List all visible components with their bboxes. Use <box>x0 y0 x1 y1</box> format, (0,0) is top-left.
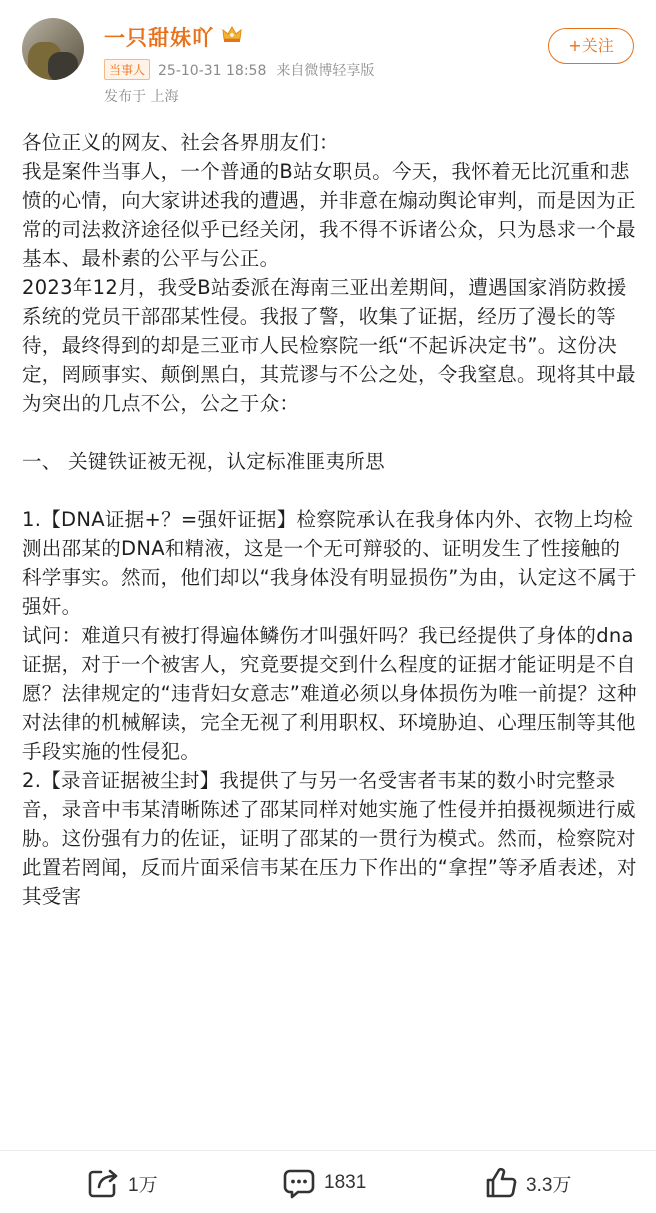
timestamp: 25-10-31 18:58 <box>158 63 267 79</box>
like-count: 3.3万 <box>526 1174 572 1196</box>
post-source: 来自微博轻享版 <box>276 63 375 79</box>
post-paragraph: 1.【DNA证据+？=强奸证据】检察院承认在我身体内外、衣物上均检测出邵某的DNA和精液，这是一个无可辩驳的、证明发生了性接触的科学事实。然而，他们却以“我身体没有明显损伤”为由，认定这不属于强奸。 <box>22 508 637 618</box>
like-button[interactable] <box>484 1165 571 1201</box>
username[interactable]: 一只甜妹吖 <box>104 26 214 50</box>
action-bar <box>0 1150 656 1213</box>
follow-button[interactable]: +关注 <box>548 28 634 64</box>
status-badge: 当事人 <box>104 59 150 80</box>
post-meta <box>104 59 374 80</box>
comment-count: 1831 <box>324 1172 367 1193</box>
post-paragraph: 一、 关键铁证被无视，认定标准匪夷所思 <box>22 450 385 473</box>
content-fade <box>0 1100 656 1150</box>
share-count: 1万 <box>128 1174 158 1196</box>
paragraph-spacer <box>22 418 638 447</box>
post-paragraph: 试问：难道只有被打得遍体鳞伤才叫强奸吗？我已经提供了身体的dna证据，对于一个被害人，究竟要提交到什么程度的证据才能证明是不自愿？法律规定的“违背妇女意志”难道必须以身体损伤为唯一前提？这种对法律的机械解读，完全无视了利用职权、环境胁迫、心理压制等其他手段实施的性侵犯。 <box>22 624 637 763</box>
post-header <box>0 0 656 118</box>
share-button[interactable] <box>86 1165 158 1201</box>
avatar-figure <box>48 52 78 80</box>
post-paragraph: 各位正义的网友、社会各界朋友们： <box>22 131 339 154</box>
comment-icon <box>282 1166 316 1200</box>
post-body <box>22 128 638 911</box>
crown-icon <box>222 25 242 43</box>
comment-button[interactable] <box>282 1165 366 1201</box>
post-location: 发布于 上海 <box>104 89 179 105</box>
paragraph-spacer <box>22 476 638 505</box>
like-icon <box>484 1166 518 1200</box>
share-icon <box>86 1166 120 1200</box>
avatar[interactable] <box>22 18 84 80</box>
post-paragraph: 2023年12月，我受B站委派在海南三亚出差期间，遭遇国家消防救援系统的党员干部邵某性侵。我报了警，收集了证据，经历了漫长的等待，最终得到的却是三亚市人民检察院一纸“不起诉决定书”。这份决定，罔顾事实、颠倒黑白，其荒谬与不公之处，令我窒息。现将其中最为突出的几点不公，公之于众： <box>22 276 636 415</box>
post-paragraph: 我是案件当事人，一个普通的B站女职员。今天，我怀着无比沉重和悲愤的心情，向大家讲述我的遭遇，并非意在煽动舆论审判，而是因为正常的司法救济途径似乎已经关闭，我不得不诉诸公众，只为恳求一个最基本、最朴素的公平与公正。 <box>22 160 636 270</box>
post-paragraph: 2.【录音证据被尘封】我提供了与另一名受害者韦某的数小时完整录音，录音中韦某清晰陈述了邵某同样对她实施了性侵并拍摄视频进行威胁。这份强有力的佐证，证明了邵某的一贯行为模式。然而，检察院对此置若罔闻，反而片面采信韦某在压力下作出的“拿捏”等矛盾表述，对其受害 <box>22 769 637 908</box>
